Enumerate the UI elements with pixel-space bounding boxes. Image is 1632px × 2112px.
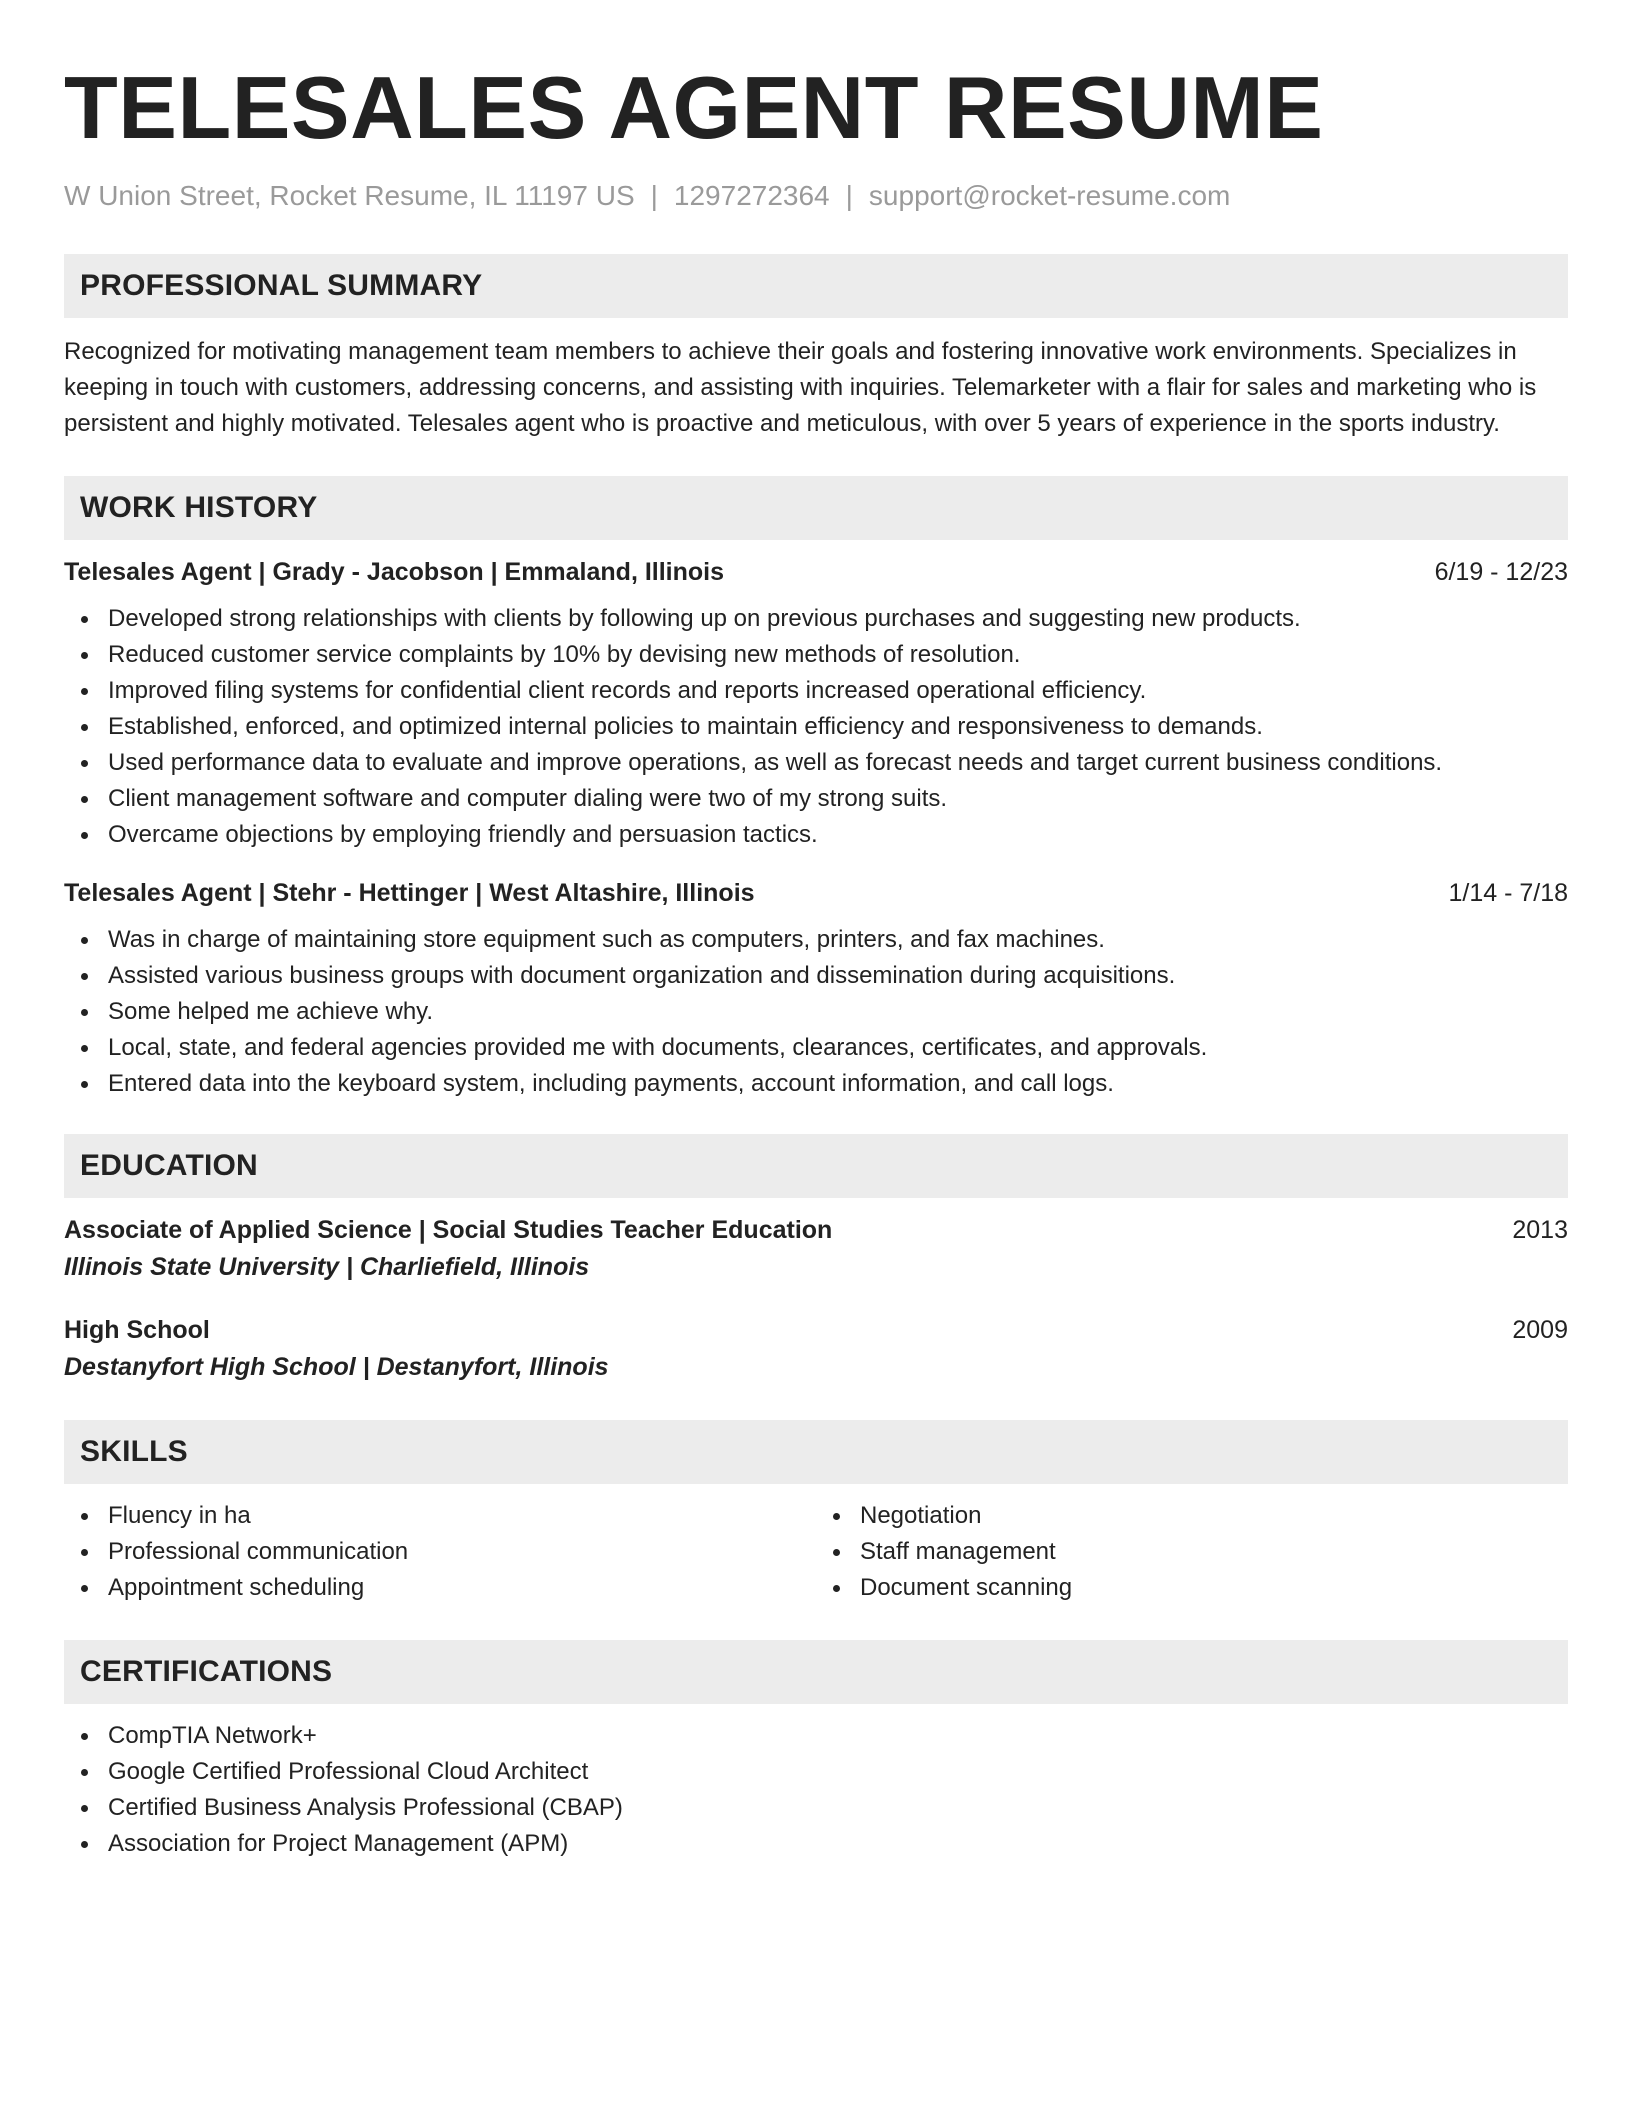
summary-heading: PROFESSIONAL SUMMARY (64, 254, 1568, 318)
education-school: Illinois State University | Charliefield, Illinois (64, 1253, 590, 1281)
summary-text: Recognized for motivating management team members to achieve their goals and fostering innovative work environments. Specializes in keeping in touch with customers, addressing concerns, and assisting with inquiries. Telemarketer with a flair for sales and marketing who is persistent and highly motivated. Telesales agent who is proactive and meticulous, with over 5 years of experience in the sports industry. (64, 338, 1537, 437)
contact-address: W Union Street, Rocket Resume, IL 11197 US (64, 180, 635, 211)
certification-item: Certified Business Analysis Professional (CBAP) (108, 1790, 1568, 1826)
contact-separator: | (845, 180, 853, 211)
skill-item: Negotiation (860, 1498, 1568, 1534)
skills-column-right (816, 1498, 1568, 1606)
education-year: 2013 (1512, 1216, 1568, 1244)
job-bullet: Improved filing systems for confidential client records and reports increased operational efficiency. (108, 673, 1568, 709)
job-dates: 6/19 - 12/23 (1434, 558, 1568, 586)
skill-item: Professional communication (108, 1534, 816, 1570)
certification-item: CompTIA Network+ (108, 1718, 1568, 1754)
job-bullet: Reduced customer service complaints by 10% by devising new methods of resolution. (108, 637, 1568, 673)
education-header (64, 1316, 1568, 1345)
education-entry (64, 1216, 1568, 1282)
skills-list (816, 1498, 1568, 1606)
job-bullets (64, 601, 1568, 853)
education-year: 2009 (1512, 1316, 1568, 1344)
job-bullet: Overcame objections by employing friendly and persuasion tactics. (108, 817, 1568, 853)
education-heading: EDUCATION (64, 1134, 1568, 1198)
education-school: Destanyfort High School | Destanyfort, Illinois (64, 1353, 609, 1381)
summary-section (64, 254, 1568, 442)
contact-email: support@rocket-resume.com (868, 180, 1231, 211)
skills-grid (64, 1498, 1568, 1606)
skills-section (64, 1420, 1568, 1606)
certifications-heading: CERTIFICATIONS (64, 1640, 1568, 1704)
job-bullet: Was in charge of maintaining store equipment such as computers, printers, and fax machines. (108, 922, 1568, 958)
job-entry (64, 879, 1568, 1102)
contact-separator: | (650, 180, 658, 211)
job-bullets (64, 922, 1568, 1102)
education-degree: Associate of Applied Science | Social Studies Teacher Education (64, 1216, 833, 1244)
job-bullet: Established, enforced, and optimized internal policies to maintain efficiency and responsiveness to demands. (108, 709, 1568, 745)
skill-item: Fluency in ha (108, 1498, 816, 1534)
certification-item: Association for Project Management (APM) (108, 1826, 1568, 1862)
work-history-heading: WORK HISTORY (64, 476, 1568, 540)
job-header (64, 879, 1568, 908)
job-title: Telesales Agent | Stehr - Hettinger | West Altashire, Illinois (64, 879, 755, 907)
work-history-section (64, 476, 1568, 1102)
job-bullet: Developed strong relationships with clients by following up on previous purchases and suggesting new products. (108, 601, 1568, 637)
education-section (64, 1134, 1568, 1382)
skills-column-left (64, 1498, 816, 1606)
job-dates: 1/14 - 7/18 (1448, 879, 1568, 907)
contact-line (64, 180, 1568, 212)
job-title: Telesales Agent | Grady - Jacobson | Emmaland, Illinois (64, 558, 725, 586)
resume-title: TELESALES AGENT RESUME (64, 58, 1324, 157)
certifications-list (64, 1718, 1568, 1862)
skill-item: Document scanning (860, 1570, 1568, 1606)
contact-phone: 1297272364 (673, 180, 830, 211)
job-bullet: Assisted various business groups with document organization and dissemination during acquisitions. (108, 958, 1568, 994)
certifications-section (64, 1640, 1568, 1862)
certification-item: Google Certified Professional Cloud Architect (108, 1754, 1568, 1790)
job-header (64, 558, 1568, 587)
education-header (64, 1216, 1568, 1245)
job-bullet: Used performance data to evaluate and improve operations, as well as forecast needs and target current business conditions. (108, 745, 1568, 781)
job-bullet: Some helped me achieve why. (108, 994, 1568, 1030)
skills-heading: SKILLS (64, 1420, 1568, 1484)
job-bullet: Client management software and computer dialing were two of my strong suits. (108, 781, 1568, 817)
education-entry (64, 1316, 1568, 1382)
skills-list (64, 1498, 816, 1606)
job-bullet: Entered data into the keyboard system, including payments, account information, and call logs. (108, 1066, 1568, 1102)
skill-item: Appointment scheduling (108, 1570, 816, 1606)
skill-item: Staff management (860, 1534, 1568, 1570)
education-degree: High School (64, 1316, 210, 1344)
job-entry (64, 558, 1568, 853)
job-bullet: Local, state, and federal agencies provided me with documents, clearances, certificates, and approvals. (108, 1030, 1568, 1066)
